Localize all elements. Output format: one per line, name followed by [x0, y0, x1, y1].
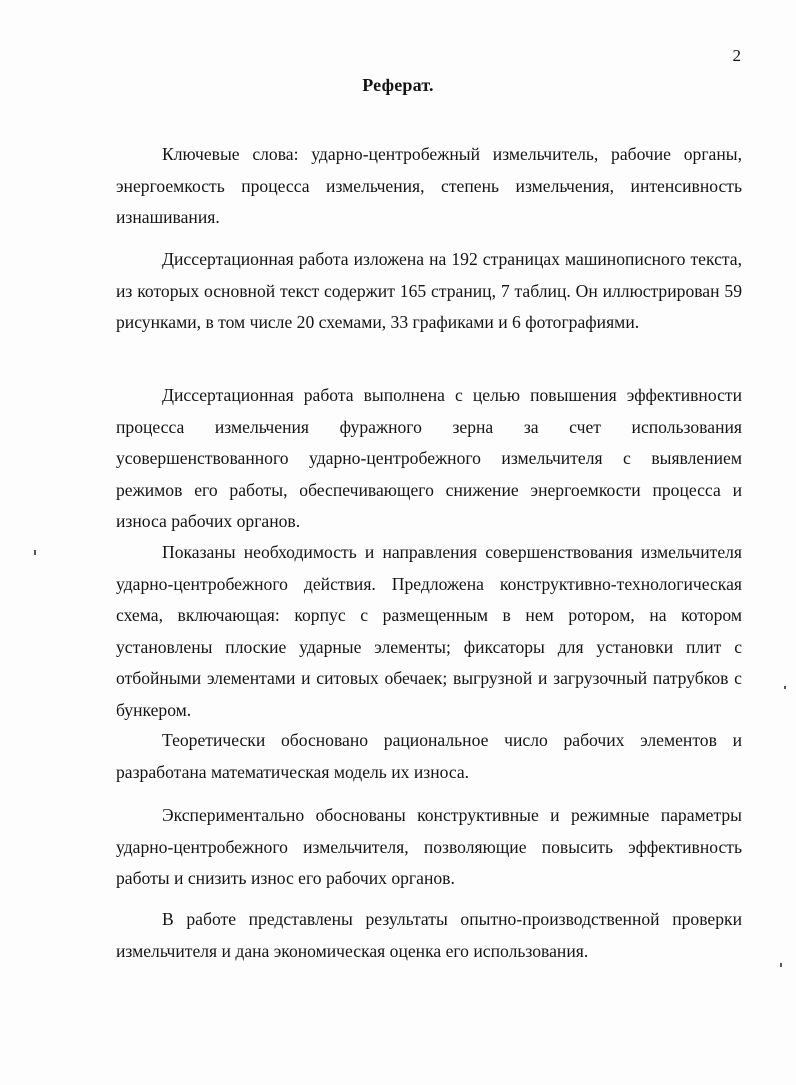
- scan-artifact-mark: [34, 550, 36, 555]
- page-title: Реферат.: [362, 75, 434, 95]
- paragraph-results: В работе представлены результаты опытно-производственной проверки измельчителя и дана экономическая оценка его использования.: [116, 909, 742, 961]
- scan-artifact-mark: [784, 686, 786, 689]
- paragraph-theory: Теоретически обосновано рациональное число рабочих элементов и разработана математическая модель их износа.: [116, 730, 742, 782]
- scan-artifact-mark: [780, 963, 782, 967]
- paragraph-goal: Диссертационная работа выполнена с целью повышения эффективности процесса измельчения фуражного зерна за счет использования усовершенствованного ударно-центробежного измельчителя с выявлением режимов его работы, обеспечивающего снижение энергоемкости процесса и износа рабочих органов.: [116, 385, 742, 531]
- page-number: 2: [732, 46, 741, 65]
- paragraph-volume: Диссертационная работа изложена на 192 страницах машинописного текста, из которых основной текст содержит 165 страниц, 7 таблиц. Он иллюстрирован 59 рисунками, в том числе 20 схемами, 33 графиками и 6 фотографиями.: [116, 249, 742, 332]
- paragraph-design: Показаны необходимость и направления совершенствования измельчителя ударно-центробежного действия. Предложена конструктивно-технологическая схема, включающая: корпус с размещенным в нем ротором, на котором установлены плоские ударные элементы; фиксаторы для установки плит с отбойными элементами и ситовых обечаек; выгрузной и загрузочный патрубков с бункером.: [116, 542, 742, 720]
- paragraph-experiment: Экспериментально обоснованы конструктивные и режимные параметры ударно-центробежного измельчителя, позволяющие повысить эффективность работы и снизить износ его рабочих органов.: [116, 805, 742, 888]
- paragraph-keywords: Ключевые слова: ударно-центробежный измельчитель, рабочие органы, энергоемкость процесса измельчения, степень измельчения, интенсивность изнашивания.: [116, 144, 742, 227]
